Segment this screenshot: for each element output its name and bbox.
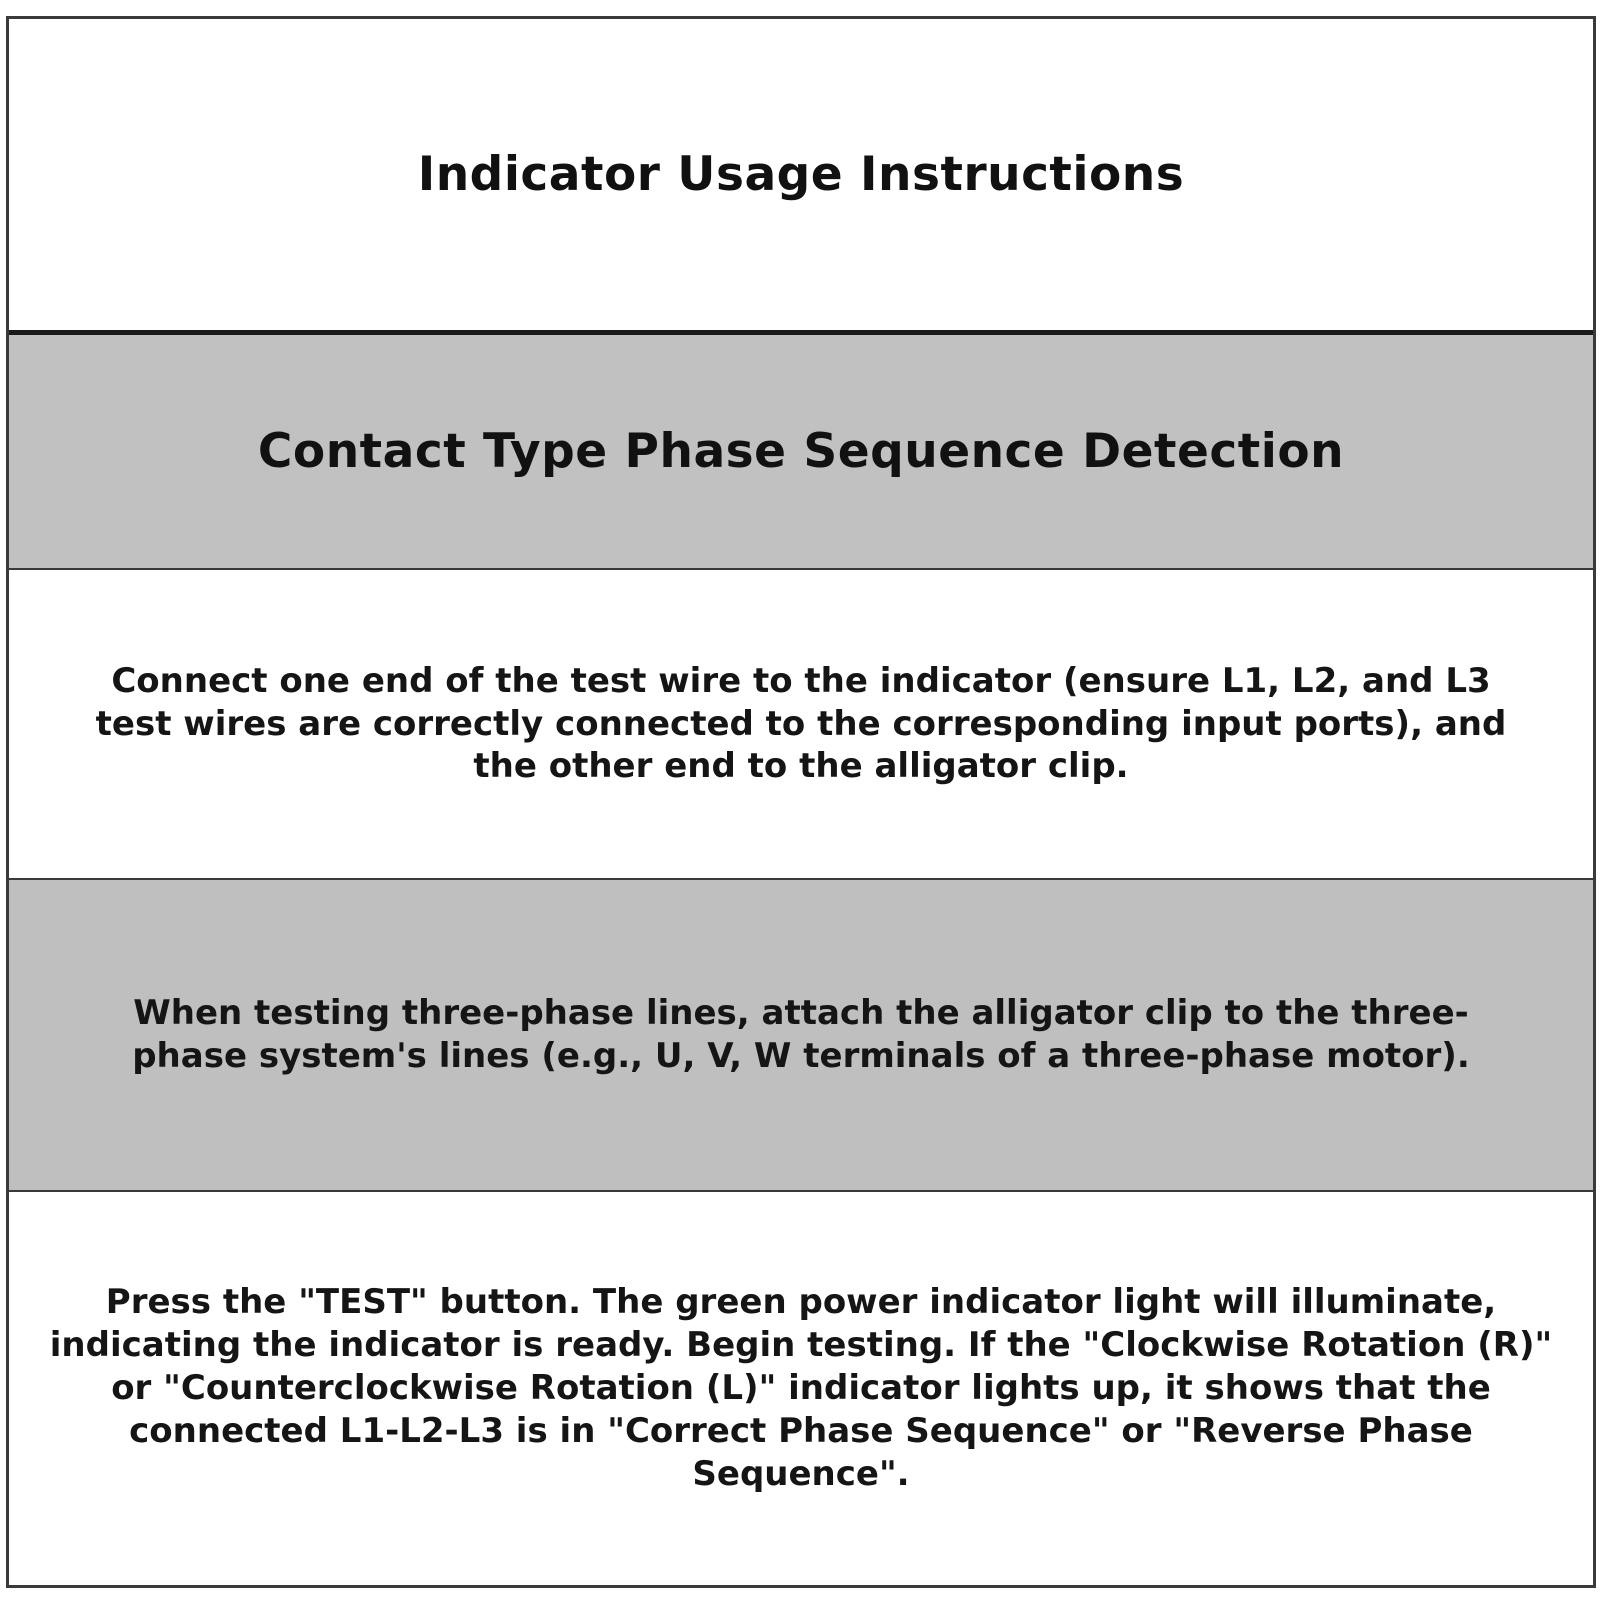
instruction-sheet — [6, 16, 1596, 1588]
subtitle-row — [9, 335, 1593, 570]
step-row-1 — [9, 570, 1593, 880]
step-3-text: Press the "TEST" button. The green power indicator light will illuminate, indicating the indicator is ready. Begin testing. If the "Clockwise Rotation (R)" or "Counterclockwise Rotation (L)" indicator lights up, it shows that the connected L1-L2-L3 is in "Correct Phase Sequence" or "Reverse Phase Sequence". — [49, 1282, 1553, 1494]
step-1-text: Connect one end of the test wire to the indicator (ensure L1, L2, and L3 test wires are correctly connected to the corresponding input ports), and the other end to the alligator clip. — [95, 660, 1507, 787]
step-2-text: When testing three-phase lines, attach the alligator clip to the three-phase system's lines (e.g., U, V, W terminals of a three-phase motor). — [132, 993, 1470, 1076]
title-row — [9, 19, 1593, 335]
document-title: Indicator Usage Instructions — [417, 147, 1185, 202]
section-subtitle: Contact Type Phase Sequence Detection — [257, 424, 1345, 479]
step-row-3 — [9, 1192, 1593, 1585]
step-row-2 — [9, 880, 1593, 1192]
